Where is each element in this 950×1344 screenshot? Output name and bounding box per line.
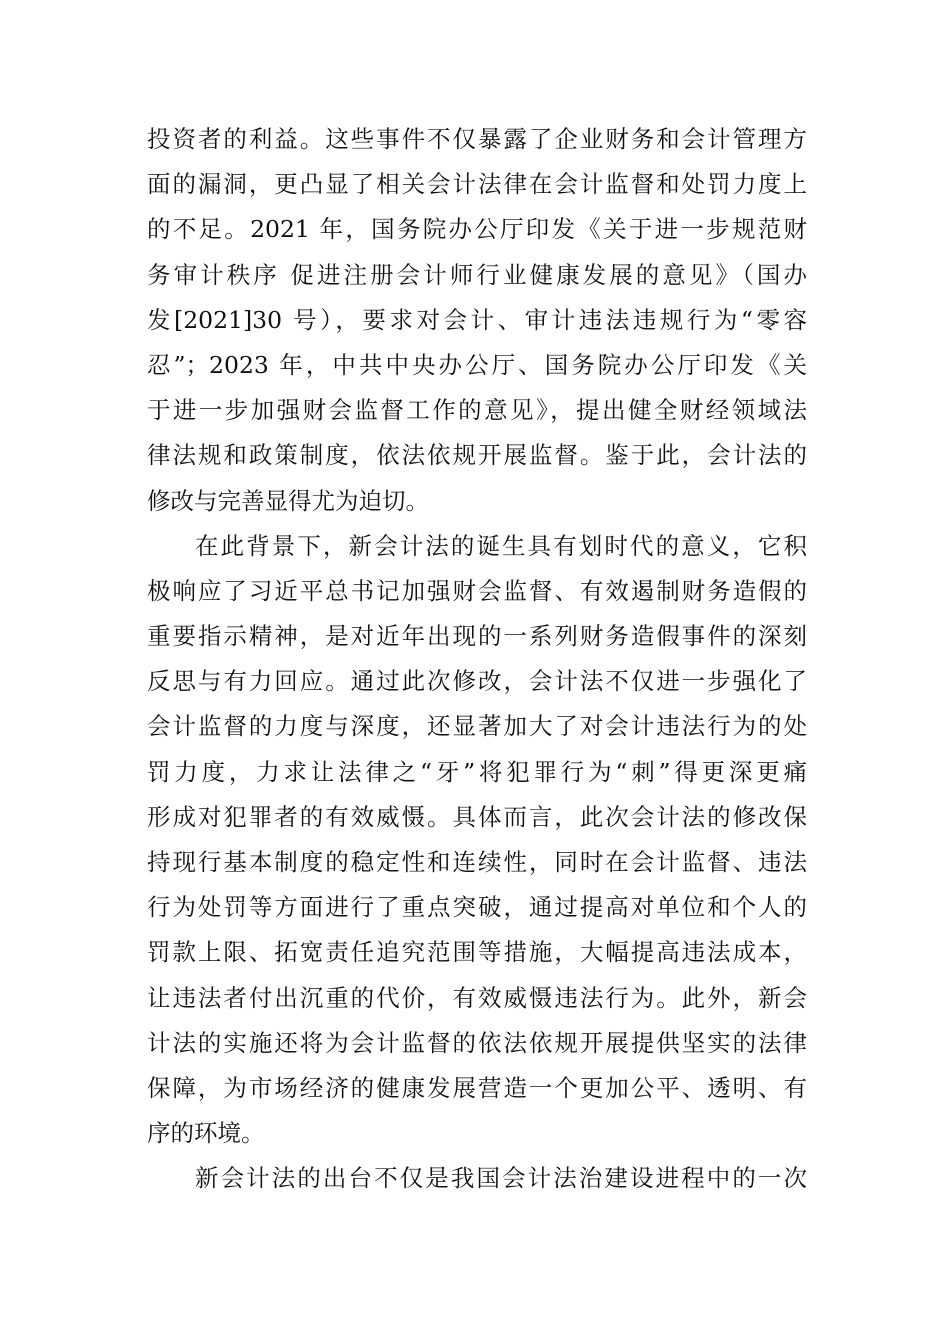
text-line: 修改与完善显得尤为迫切。 [147, 486, 429, 515]
text-line: 会计监督的力度与深度，还显著加大了对会计违法行为的处 [147, 712, 807, 741]
text-line: 持现行基本制度的稳定性和连续性，同时在会计监督、违法 [147, 848, 807, 876]
text-line: 保障，为市场经济的健康发展营造一个更加公平、透明、有 [147, 1073, 807, 1102]
text-line: 发[2021]30 号），要求对会计、审计违法违规行为“零容 [147, 305, 807, 334]
document-body-text [147, 117, 807, 1202]
text-line: 极响应了习近平总书记加强财会监督、有效遏制财务造假的 [147, 576, 807, 605]
text-line: 让违法者付出沉重的代价，有效威慑违法行为。此外，新会 [147, 983, 807, 1012]
text-line: 务审计秩序 促进注册会计师行业健康发展的意见》（国办 [147, 260, 807, 289]
text-line: 序的环境。 [147, 1119, 265, 1148]
text-line: 的不足。2021 年，国务院办公厅印发《关于进一步规范财 [147, 215, 807, 244]
text-line: 在此背景下，新会计法的诞生具有划时代的意义，它积 [195, 531, 807, 560]
text-line: 律法规和政策制度，依法依规开展监督。鉴于此，会计法的 [147, 441, 807, 470]
text-line: 罚款上限、拓宽责任追究范围等措施，大幅提高违法成本， [147, 938, 807, 967]
text-line: 新会计法的出台不仅是我国会计法治建设进程中的一次 [195, 1164, 807, 1193]
text-line: 计法的实施还将为会计监督的依法依规开展提供坚实的法律 [147, 1028, 807, 1057]
text-line: 忍”；2023 年，中共中央办公厅、国务院办公厅印发《关 [147, 350, 807, 379]
text-line: 重要指示精神，是对近年出现的一系列财务造假事件的深刻 [147, 622, 807, 651]
text-line: 行为处罚等方面进行了重点突破，通过提高对单位和个人的 [147, 893, 807, 922]
text-line: 罚力度，力求让法律之“牙”将犯罪行为“刺”得更深更痛 [147, 757, 807, 786]
text-line: 面的漏洞，更凸显了相关会计法律在会计监督和处罚力度上 [147, 170, 807, 199]
text-line: 投资者的利益。这些事件不仅暴露了企业财务和会计管理方 [147, 125, 807, 153]
text-line: 形成对犯罪者的有效威慑。具体而言，此次会计法的修改保 [147, 802, 807, 831]
text-line: 于进一步加强财会监督工作的意见》，提出健全财经领域法 [147, 396, 807, 425]
text-line: 反思与有力回应。通过此次修改，会计法不仅进一步强化了 [147, 667, 807, 696]
